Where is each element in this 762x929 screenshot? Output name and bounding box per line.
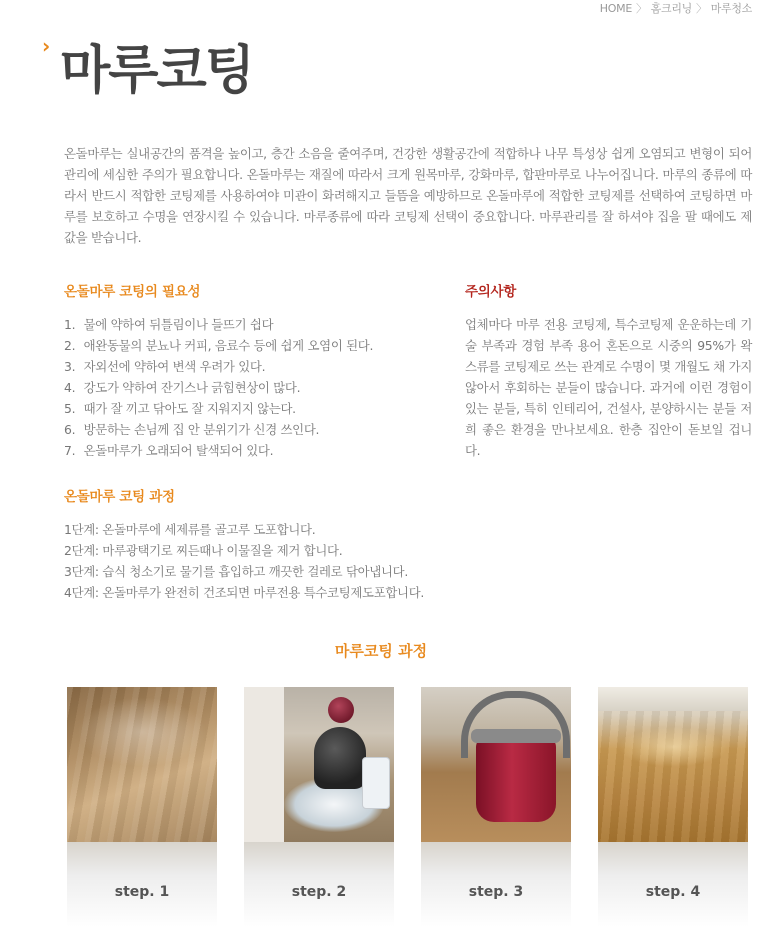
wood-floor-photo [67,687,217,842]
photo-reflection [598,842,748,927]
process-step: 2단계: 마루광택기로 찌든때나 이물질을 제거 합니다. [64,543,343,558]
caution-section [465,280,752,461]
step-card [421,687,571,927]
list-item-text: 애완동물의 분뇨나 커피, 음료수 등에 쉽게 오염이 된다. [83,338,374,353]
step-label: step. 2 [291,884,347,900]
photo-reflection [421,842,571,927]
list-item-number: 2. [64,338,76,353]
breadcrumb [600,0,752,16]
step-card [244,687,394,927]
list-item-number: 1. [64,317,76,332]
breadcrumb-home[interactable]: HOME [599,2,632,15]
list-item [64,440,444,461]
necessity-title: 온돌마루 코팅의 필요성 [64,284,201,300]
step-label: step. 4 [645,884,701,900]
list-item-number: 6. [64,422,76,437]
chevron-right-icon: › [42,34,51,58]
list-item-number: 3. [64,359,76,374]
photo-reflection [67,842,217,927]
list-item [64,356,444,377]
page-title: 마루코팅 [60,41,253,101]
gallery-title: 마루코팅 과정 [334,642,428,660]
breadcrumb-separator-icon: 〉 [695,2,707,15]
process-steps-list [64,519,564,603]
caution-text: 업체마다 마루 전용 코팅제, 특수코팅제 운운하는데 기술 부족과 경험 부족 용어 혼돈으로 시중의 95%가 왁스류를 코팅제로 쓰는 관계로 수명이 몇 개월도 채 가지 않아서 후회하는 분들이 많습니다. 과거에 이런 경험이 있는 분들, 특히 인테리어, 건설사, 분양하시는 분들 저희 좋은 환경을 만나보세요. 한층 집안이 돋보일 겁니다. [465,317,752,458]
breadcrumb-home-cleaning[interactable]: 홈크리닝 [650,2,692,15]
step-card [67,687,217,927]
step-label: step. 3 [468,884,524,900]
process-step: 3단계: 습식 청소기로 물기를 흡입하고 깨끗한 걸레로 닦아냅니다. [64,564,408,579]
coated-floor-photo [598,687,748,842]
list-item-text: 온돌마루가 오래되어 탈색되어 있다. [83,443,274,458]
process-step: 1단계: 온돌마루에 세제류를 골고루 도포합니다. [64,522,316,537]
caution-title: 주의사항 [465,284,516,300]
list-item-number: 5. [64,401,76,416]
process-title: 온돌마루 코팅 과정 [64,489,175,505]
list-item [64,419,444,440]
list-item [64,377,444,398]
process-section [64,485,564,603]
list-item-number: 4. [64,380,76,395]
buffing-machine-photo [244,687,394,842]
list-item-text: 강도가 약하여 잔기스나 긁힘현상이 많다. [83,380,301,395]
breadcrumb-floor-cleaning[interactable]: 마루청소 [710,2,752,15]
intro-paragraph: 온돌마루는 실내공간의 품격을 높이고, 층간 소음을 줄여주며, 건강한 생활공간에 적합하나 나무 특성상 쉽게 오염되고 변형이 되어 관리에 세심한 주의가 필요합니다. 온돌마루는 재질에 따라서 크게 원목마루, 강화마루, 합판마루로 나누어집니다. 마루의 종류에 따라서 반드시 적합한 코팅제를 사용하여야 미관이 화려해지고 들뜸을 예방하므로 온돌마루에 적합한 코팅제를 선택하여 코팅하면 마루를 보호하고 수명을 연장시킬 수 있습니다. 마루종류에 따라 코팅제 선택이 중요합니다. 마루관리를 잘 하셔야 집을 팔 때에도 제 값을 받습니다. [64,146,752,245]
step-card [598,687,748,927]
list-item-text: 자외선에 약하여 변색 우려가 있다. [83,359,266,374]
list-item [64,398,444,419]
necessity-section [64,280,444,461]
list-item-text: 방문하는 손님께 집 안 분위기가 신경 쓰인다. [83,422,320,437]
process-step: 4단계: 온돌마루가 완전히 건조되면 마루전용 특수코팅제도포합니다. [64,585,425,600]
list-item-number: 7. [64,443,76,458]
breadcrumb-separator-icon: 〉 [635,2,647,15]
step-label: step. 1 [114,884,170,900]
wet-vacuum-photo [421,687,571,842]
photo-reflection [244,842,394,927]
necessity-list [64,314,444,461]
list-item [64,335,444,356]
list-item [64,314,444,335]
list-item-text: 때가 잘 끼고 닦아도 잘 지워지지 않는다. [83,401,296,416]
list-item-text: 물에 약하여 뒤틀림이나 들뜨기 쉽다 [83,317,274,332]
